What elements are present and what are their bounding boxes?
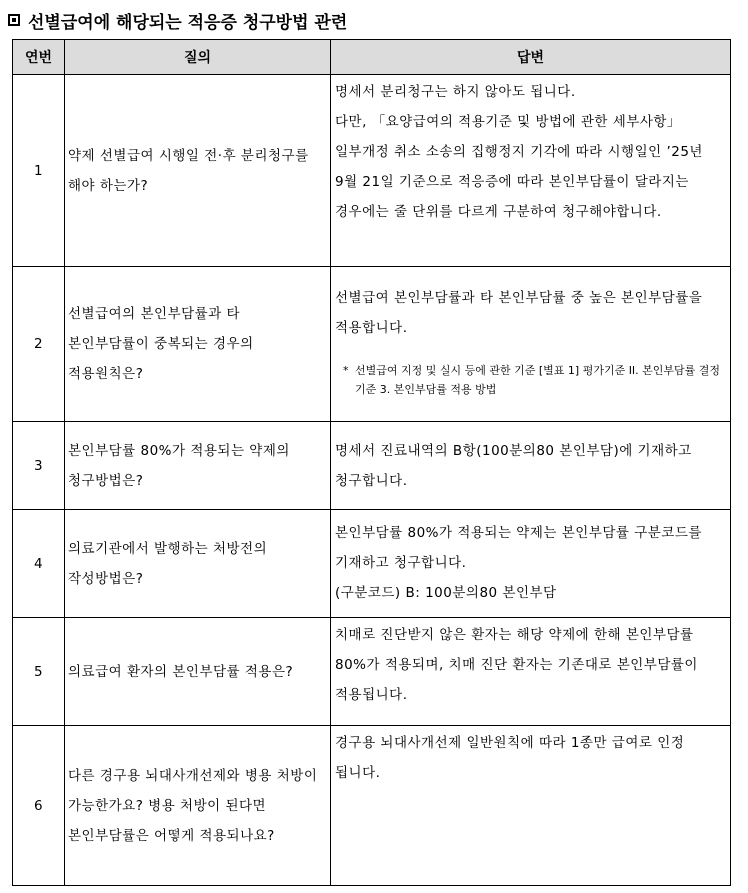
header-no: 연번	[13, 40, 65, 75]
answer-paragraph: 다만, 「요양급여의 적용기준 및 방법에 관한 세부사항」일부개정 취소 소송의 집행정지 기각에 따라 시행일인 ’25년 9월 21일 기준으로 적응증에 따라 본인부담률이 달라지는 경우에는 줄 단위를 다르게 구분하여 청구해야합니다.	[335, 114, 703, 220]
answer-paragraph: 치매로 진단받지 않은 환자는 해당 약제에 한해 본인부담률 80%가 적용되며, 치매 진단 환자는 기존대로 본인부담률이 적용됩니다.	[335, 627, 698, 703]
question-cell: 의료기관에서 발행하는 처방전의 작성방법은?	[65, 510, 331, 618]
answer-paragraph: (구분코드) B: 100분의80 본인부담	[335, 585, 557, 601]
answer-cell	[331, 510, 731, 618]
answer-paragraph: 본인부담률 80%가 적용되는 약제는 본인부담률 구분코드를 기재하고 청구합니다.	[335, 525, 702, 571]
answer-cell	[331, 618, 731, 726]
table-row	[13, 75, 731, 267]
row-number: 5	[13, 618, 65, 726]
page-title	[8, 6, 347, 34]
row-number: 3	[13, 422, 65, 510]
table-header-row	[13, 40, 731, 75]
page-title-text: 선별급여에 해당되는 적응증 청구방법 관련	[28, 12, 348, 33]
answer-paragraph: 명세서 분리청구는 하지 않아도 됩니다.	[335, 84, 576, 100]
row-number: 2	[13, 267, 65, 422]
question-cell: 선별급여의 본인부담률과 타 본인부담률이 중복되는 경우의 적용원칙은?	[65, 267, 331, 422]
row-number: 6	[13, 726, 65, 886]
table-row	[13, 726, 731, 886]
table-row	[13, 510, 731, 618]
answer-paragraph: 경구용 뇌대사개선제 일반원칙에 따라 1종만 급여로 인정 됩니다.	[335, 735, 685, 781]
answer-cell	[331, 75, 731, 267]
table-row	[13, 422, 731, 510]
row-number: 1	[13, 75, 65, 267]
answer-paragraph: 명세서 진료내역의 B항(100분의80 본인부담)에 기재하고 청구합니다.	[335, 443, 692, 489]
answer-cell	[331, 422, 731, 510]
square-bullet-icon	[8, 14, 20, 26]
question-cell: 본인부담률 80%가 적용되는 약제의 청구방법은?	[65, 422, 331, 510]
header-question: 질의	[65, 40, 331, 75]
answer-cell	[331, 267, 731, 422]
table-row	[13, 267, 731, 422]
header-answer: 답변	[331, 40, 731, 75]
reference-note	[335, 361, 726, 399]
answer-cell	[331, 726, 731, 886]
question-cell: 약제 선별급여 시행일 전·후 분리청구를 해야 하는가?	[65, 75, 331, 267]
table-row	[13, 618, 731, 726]
asterisk-icon: *	[343, 364, 349, 377]
question-cell: 의료급여 환자의 본인부담률 적용은?	[65, 618, 331, 726]
reference-note-text: 선별급여 지정 및 실시 등에 관한 기준 [별표 1] 평가기준 II. 본인부담률 결정 기준 3. 본인부담률 적용 방법	[355, 364, 721, 396]
row-number: 4	[13, 510, 65, 618]
question-cell: 다른 경구용 뇌대사개선제와 병용 처방이 가능한가요? 병용 처방이 된다면 본인부담률은 어떻게 적용되나요?	[65, 726, 331, 886]
qa-table	[12, 39, 731, 886]
answer-paragraph: 선별급여 본인부담률과 타 본인부담률 중 높은 본인부담률을 적용합니다.	[335, 290, 703, 336]
